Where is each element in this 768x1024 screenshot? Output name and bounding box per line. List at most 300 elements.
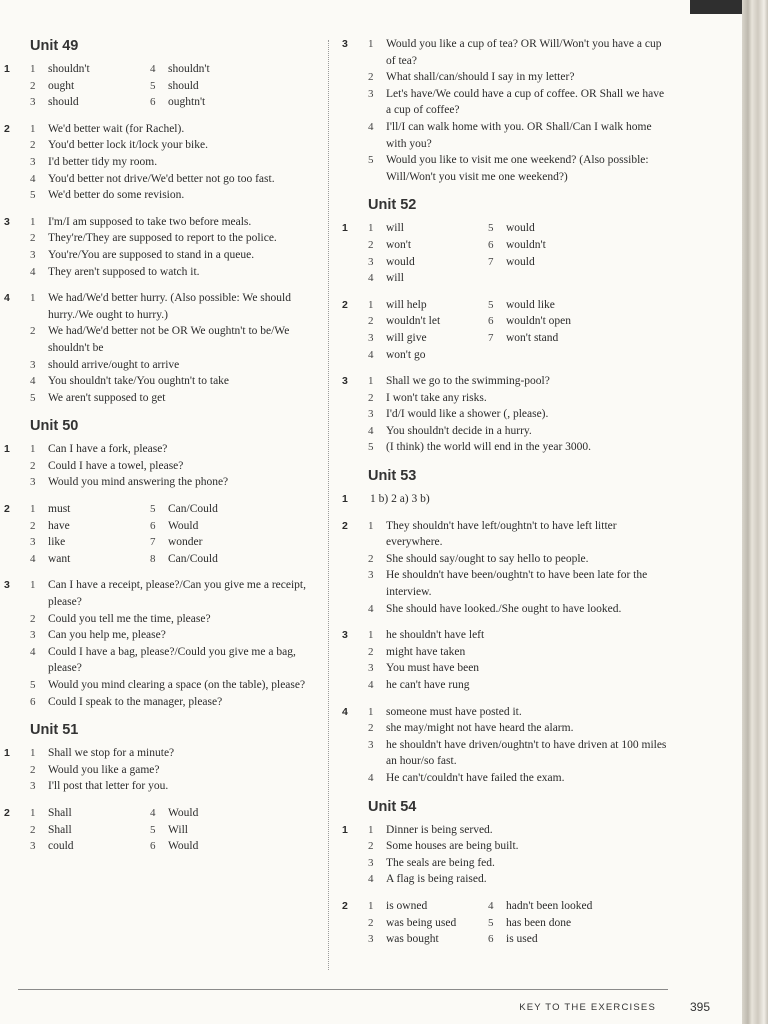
answer-text: Could I have a bag, please?/Could you give me a bag, please? xyxy=(48,645,296,675)
answer-number: 5 xyxy=(30,679,36,691)
exercise-number: 1 xyxy=(4,63,10,75)
page-edge xyxy=(742,0,768,1024)
answer-item xyxy=(2,214,320,231)
answer-list xyxy=(340,373,670,456)
answer-item xyxy=(2,611,320,628)
footer-label: KEY TO THE EXERCISES xyxy=(519,1002,656,1013)
right-column xyxy=(340,36,670,958)
answer-item xyxy=(150,805,320,822)
answer-text: The seals are being fed. xyxy=(386,856,495,869)
answer-number: 3 xyxy=(30,248,36,261)
answer-text: should xyxy=(48,96,79,109)
answer-text: Can I have a receipt, please?/Can you give me a receipt, please? xyxy=(48,579,306,609)
answer-text: might have taken xyxy=(386,645,466,658)
answer-number: 2 xyxy=(368,391,374,404)
answer-text: would xyxy=(386,255,415,268)
answer-text: I'm/I am supposed to take two before meals. xyxy=(48,215,252,228)
answer-number: 5 xyxy=(150,823,156,836)
exercise-block xyxy=(2,577,320,710)
answer-list xyxy=(340,898,670,948)
answer-text: I'll/I can walk home with you. OR Shall/Can I walk home with you? xyxy=(386,120,652,150)
answer-text: shouldn't xyxy=(48,63,90,75)
answer-text: I'll post that letter for you. xyxy=(48,780,169,793)
answer-item xyxy=(2,61,150,78)
answer-number: 4 xyxy=(30,645,36,658)
answer-text: We'd better do some revision. xyxy=(48,189,185,202)
answer-item xyxy=(2,694,320,711)
unit-title: Unit 52 xyxy=(368,197,417,214)
answer-text: want xyxy=(48,552,71,565)
answer-list xyxy=(2,121,320,204)
answer-number: 6 xyxy=(150,96,156,109)
unit-title: Unit 51 xyxy=(30,722,79,739)
answer-list xyxy=(340,36,670,185)
answer-text: he can't have rung xyxy=(386,679,470,691)
footer-rule xyxy=(18,989,668,990)
answer-item xyxy=(150,78,320,95)
answer-text: Would xyxy=(168,519,199,532)
answer-item xyxy=(340,406,670,423)
answer-number: 3 xyxy=(30,358,36,371)
answer-text: should arrive/ought to arrive xyxy=(48,358,180,371)
answer-number: 1 xyxy=(30,122,36,135)
exercise-number: 3 xyxy=(342,629,348,642)
answer-list xyxy=(340,627,670,693)
answer-number: 4 xyxy=(368,602,374,615)
answer-number: 4 xyxy=(368,679,374,691)
answer-list xyxy=(340,518,670,618)
exercise-block xyxy=(2,745,320,795)
answer-text: was being used xyxy=(386,916,457,929)
exercise-block xyxy=(340,627,670,693)
answer-item xyxy=(340,567,670,600)
answer-text: will help xyxy=(386,298,427,311)
answer-text: You must have been xyxy=(386,662,480,675)
answer-text: was bought xyxy=(386,933,439,946)
answer-number: 4 xyxy=(30,552,36,565)
answer-text: Would you like a game? xyxy=(48,763,160,776)
exercise-block xyxy=(2,290,320,406)
answer-number: 4 xyxy=(368,272,374,285)
answer-item xyxy=(340,720,670,737)
answer-text: Would xyxy=(168,806,199,819)
answer-item xyxy=(150,551,320,568)
answer-item xyxy=(2,390,320,407)
answer-list xyxy=(2,577,320,710)
answer-number: 2 xyxy=(30,612,36,625)
answer-text: You're/You are supposed to stand in a queue. xyxy=(48,248,255,261)
exercise-block xyxy=(2,501,320,567)
answer-number: 3 xyxy=(368,569,374,582)
exercise-block xyxy=(340,518,670,618)
answer-number: 4 xyxy=(368,424,374,437)
answer-text: oughtn't xyxy=(168,96,206,109)
scan-shadow xyxy=(690,0,742,14)
answer-text: he shouldn't have left xyxy=(386,629,485,642)
answer-list xyxy=(2,290,320,406)
answer-item xyxy=(340,347,488,364)
answer-text: You'd better lock it/lock your bike. xyxy=(48,139,208,152)
answer-text: wonder xyxy=(168,536,203,549)
answer-item xyxy=(2,644,320,677)
answer-number: 1 xyxy=(30,443,36,456)
answer-item xyxy=(488,220,670,237)
answer-item xyxy=(2,577,320,610)
answer-list xyxy=(340,220,670,286)
answer-text: like xyxy=(48,536,66,549)
answer-text: (I think) the world will end in the year 3000. xyxy=(386,441,592,454)
answer-number: 8 xyxy=(150,552,156,565)
answer-number: 3 xyxy=(30,96,36,109)
exercise-number: 1 xyxy=(342,823,348,836)
answer-number: 4 xyxy=(150,63,156,75)
answer-list xyxy=(340,297,670,363)
answer-text: could xyxy=(48,840,74,853)
answer-item xyxy=(150,94,320,111)
answer-number: 1 xyxy=(30,503,36,516)
answer-item xyxy=(2,501,150,518)
answer-item xyxy=(340,770,670,787)
answer-text: I'd better tidy my room. xyxy=(48,155,158,168)
answer-item xyxy=(340,270,488,287)
inline-answers: 1 b) 2 a) 3 b) xyxy=(370,493,430,506)
exercise-number: 1 xyxy=(342,222,348,235)
answer-number: 5 xyxy=(368,154,374,167)
answer-item xyxy=(2,264,320,281)
answer-number: 1 xyxy=(368,222,374,235)
answer-item xyxy=(340,330,488,347)
answer-item xyxy=(2,441,320,458)
answer-item xyxy=(2,805,150,822)
answer-text: Would you like to visit me one weekend? (Also possible: Will/Won't you visit me one weekend?) xyxy=(386,154,649,183)
answer-item xyxy=(340,931,488,948)
exercise-number: 2 xyxy=(342,298,348,311)
answer-number: 2 xyxy=(368,315,374,328)
answer-item xyxy=(340,439,670,456)
answer-number: 6 xyxy=(488,238,494,251)
answer-item xyxy=(2,677,320,694)
answer-number: 3 xyxy=(368,408,374,421)
answer-item xyxy=(2,534,150,551)
answer-number: 2 xyxy=(368,71,374,84)
answer-item xyxy=(150,534,320,551)
answer-text: We aren't supposed to get xyxy=(48,391,166,404)
answer-text: will xyxy=(386,272,404,285)
answer-text: would xyxy=(506,222,535,235)
answer-item xyxy=(2,187,320,204)
answer-number: 4 xyxy=(488,899,494,912)
answer-number: 3 xyxy=(368,662,374,675)
answer-number: 1 xyxy=(30,215,36,228)
answer-number: 5 xyxy=(30,391,36,404)
answer-text: will give xyxy=(386,331,427,344)
answer-item xyxy=(2,745,320,762)
answer-text: is used xyxy=(506,933,538,946)
answer-text: We'd better wait (for Rachel). xyxy=(48,122,185,135)
answer-list xyxy=(2,214,320,280)
unit-title: Unit 50 xyxy=(30,418,79,435)
answer-number: 1 xyxy=(368,38,374,50)
exercise-number: 2 xyxy=(4,122,10,135)
answer-text: They aren't supposed to watch it. xyxy=(48,265,200,278)
answer-item xyxy=(340,423,670,440)
answer-item xyxy=(150,518,320,535)
answer-item xyxy=(2,458,320,475)
answer-item xyxy=(2,247,320,264)
answer-text: Will xyxy=(168,823,188,836)
unit-title: Unit 54 xyxy=(368,798,417,815)
answer-number: 3 xyxy=(368,738,374,751)
exercise-number: 1 xyxy=(342,493,348,506)
answer-number: 4 xyxy=(368,348,374,361)
answer-text: is owned xyxy=(386,899,428,912)
answer-number: 5 xyxy=(488,298,494,311)
answer-text: won't go xyxy=(386,348,426,361)
answer-number: 3 xyxy=(30,155,36,168)
answer-number: 7 xyxy=(488,255,494,268)
exercise-number: 2 xyxy=(4,503,10,516)
answer-item xyxy=(2,627,320,644)
left-column xyxy=(2,36,320,865)
answer-number: 3 xyxy=(30,476,36,489)
exercise-block xyxy=(340,373,670,456)
answer-text: We had/We'd better hurry. (Also possible: We should hurry./We ought to hurry.) xyxy=(48,292,291,321)
answer-item xyxy=(340,627,670,644)
answer-number: 3 xyxy=(368,255,374,268)
answer-text: Let's have/We could have a cup of coffee. OR Shall we have a cup of coffee? xyxy=(386,87,665,117)
answer-number: 1 xyxy=(30,806,36,819)
answer-item xyxy=(340,220,488,237)
answer-text: They shouldn't have left/oughtn't to have left litter everywhere. xyxy=(386,519,617,549)
answer-text: have xyxy=(48,519,70,532)
answer-item xyxy=(340,551,670,568)
answer-text: Would you mind answering the phone? xyxy=(48,476,229,489)
answer-text: she may/might not have heard the alarm. xyxy=(386,722,574,735)
answer-item xyxy=(340,86,670,119)
answer-item xyxy=(2,323,320,356)
exercise-block xyxy=(340,220,670,286)
answer-text: someone must have posted it. xyxy=(386,705,522,718)
answer-item xyxy=(340,838,670,855)
answer-number: 1 xyxy=(30,292,36,305)
answer-item xyxy=(340,898,488,915)
answer-text: Dinner is being served. xyxy=(386,823,493,836)
answer-number: 3 xyxy=(30,780,36,793)
exercise-block xyxy=(340,898,670,948)
unit-title: Unit 53 xyxy=(368,468,417,485)
answer-number: 3 xyxy=(30,536,36,549)
exercise-number: 2 xyxy=(342,519,348,532)
answer-number: 4 xyxy=(150,806,156,819)
answer-text: hadn't been looked xyxy=(506,899,593,912)
answer-text: Can/Could xyxy=(168,503,218,516)
answer-text: You'd better not drive/We'd better not go too fast. xyxy=(48,172,275,185)
answer-text: Could I speak to the manager, please? xyxy=(48,695,223,708)
answer-number: 2 xyxy=(368,916,374,929)
exercise-number: 2 xyxy=(4,806,10,819)
answer-number: 2 xyxy=(30,459,36,472)
answer-number: 2 xyxy=(368,238,374,251)
answer-item xyxy=(340,237,488,254)
answer-number: 1 xyxy=(368,298,374,311)
answer-number: 4 xyxy=(30,265,36,278)
answer-item xyxy=(2,94,150,111)
answer-number: 2 xyxy=(30,79,36,92)
answer-item xyxy=(340,69,670,86)
exercise-block xyxy=(340,704,670,787)
answer-number: 3 xyxy=(368,331,374,344)
exercise-block xyxy=(340,822,670,888)
answer-item xyxy=(2,778,320,795)
answer-text: I'd/I would like a shower (, please). xyxy=(386,408,549,421)
answer-item xyxy=(2,822,150,839)
answer-number: 1 xyxy=(368,899,374,912)
answer-number: 3 xyxy=(368,933,374,946)
answer-number: 1 xyxy=(368,629,374,642)
answer-number: 1 xyxy=(368,705,374,718)
exercise-number: 4 xyxy=(4,292,10,305)
answer-number: 3 xyxy=(368,856,374,869)
answer-text: Shall we go to the swimming-pool? xyxy=(386,375,550,388)
answer-text: A flag is being raised. xyxy=(386,873,487,886)
answer-item xyxy=(340,254,488,271)
answer-text: would xyxy=(506,255,535,268)
answer-number: 5 xyxy=(150,503,156,516)
answer-number: 2 xyxy=(30,325,36,338)
answer-item xyxy=(340,373,670,390)
answer-item xyxy=(340,119,670,152)
answer-text: he shouldn't have driven/oughtn't to have driven at 100 miles an hour/so fast. xyxy=(386,738,667,768)
answer-list xyxy=(2,805,320,855)
answer-text: Can I have a fork, please? xyxy=(48,443,168,456)
answer-item xyxy=(340,297,488,314)
answer-number: 3 xyxy=(30,629,36,642)
answer-number: 4 xyxy=(30,172,36,185)
answer-number: 3 xyxy=(368,87,374,100)
answer-item xyxy=(2,838,150,855)
answer-number: 5 xyxy=(488,222,494,235)
answer-text: Could you tell me the time, please? xyxy=(48,612,211,625)
answer-number: 6 xyxy=(150,840,156,853)
answer-item xyxy=(2,290,320,323)
exercise-number: 4 xyxy=(342,705,348,718)
exercise-block xyxy=(2,61,320,111)
answer-text: They're/They are supposed to report to the police. xyxy=(48,232,277,245)
answer-text: will xyxy=(386,222,404,235)
page-number: 395 xyxy=(690,1000,711,1014)
answer-text: Could I have a towel, please? xyxy=(48,459,184,472)
answer-number: 2 xyxy=(30,823,36,836)
answer-item xyxy=(2,154,320,171)
answer-number: 4 xyxy=(368,120,374,133)
answer-item xyxy=(488,297,670,314)
answer-text: wouldn't open xyxy=(506,315,571,328)
answer-text: You shouldn't take/You oughtn't to take xyxy=(48,375,230,388)
answer-text: must xyxy=(48,503,71,516)
answer-number: 7 xyxy=(150,536,156,549)
answer-text: She should have looked./She ought to have looked. xyxy=(386,602,622,615)
answer-text: She should say/ought to say hello to people. xyxy=(386,552,589,565)
answer-item xyxy=(2,230,320,247)
answer-text: Would you like a cup of tea? OR Will/Won't you have a cup of tea? xyxy=(386,38,662,67)
answer-item xyxy=(340,704,670,721)
answer-list xyxy=(340,822,670,888)
answer-text: Would xyxy=(168,840,199,853)
exercise-number: 1 xyxy=(4,747,10,760)
exercise-number: 3 xyxy=(342,375,348,388)
answer-item xyxy=(340,390,670,407)
answer-item xyxy=(340,915,488,932)
answer-item xyxy=(488,347,670,364)
answer-item xyxy=(340,601,670,618)
answer-text: shouldn't xyxy=(168,63,210,75)
answer-text: He can't/couldn't have failed the exam. xyxy=(386,771,565,784)
exercise-block xyxy=(2,805,320,855)
answer-item xyxy=(340,737,670,770)
answer-number: 5 xyxy=(368,441,374,454)
answer-list xyxy=(2,61,320,111)
answer-text: wouldn't let xyxy=(386,315,441,328)
answer-number: 5 xyxy=(488,916,494,929)
answer-number: 1 xyxy=(30,747,36,760)
answer-text: won't stand xyxy=(506,331,559,344)
answer-number: 7 xyxy=(488,331,494,344)
answer-list xyxy=(2,441,320,491)
answer-number: 4 xyxy=(368,771,374,784)
answer-number: 1 xyxy=(368,519,374,532)
exercise-number: 3 xyxy=(342,38,348,50)
answer-item xyxy=(2,171,320,188)
answer-number: 5 xyxy=(30,189,36,202)
answer-item xyxy=(150,501,320,518)
answer-list xyxy=(2,501,320,567)
answer-item xyxy=(488,915,670,932)
exercise-block xyxy=(340,491,670,508)
answer-number: 6 xyxy=(488,315,494,328)
answer-item xyxy=(488,898,670,915)
answer-item xyxy=(150,822,320,839)
answer-item xyxy=(488,270,670,287)
answer-text: won't xyxy=(386,238,412,251)
answer-number: 3 xyxy=(30,840,36,853)
answer-text: Would you mind clearing a space (on the table), please? xyxy=(48,679,306,691)
answer-item xyxy=(2,551,150,568)
exercise-block xyxy=(340,297,670,363)
answer-item xyxy=(488,313,670,330)
answer-item xyxy=(488,254,670,271)
column-divider xyxy=(328,40,329,970)
answer-number: 6 xyxy=(150,519,156,532)
answer-text: Shall xyxy=(48,806,72,819)
exercise-block xyxy=(2,214,320,280)
answer-number: 1 xyxy=(30,63,36,75)
answer-item xyxy=(340,518,670,551)
exercise-number: 3 xyxy=(4,579,10,592)
answer-text: ought xyxy=(48,79,75,92)
answer-number: 1 xyxy=(368,375,374,388)
answer-item xyxy=(150,838,320,855)
answer-item xyxy=(340,36,670,69)
answer-item xyxy=(2,474,320,491)
answer-number: 5 xyxy=(150,79,156,92)
answer-number: 1 xyxy=(368,823,374,836)
answer-text: Some houses are being built. xyxy=(386,840,519,853)
answer-number: 2 xyxy=(368,840,374,853)
answer-item xyxy=(488,330,670,347)
answer-item xyxy=(488,931,670,948)
exercise-number: 1 xyxy=(4,443,10,456)
answer-text: has been done xyxy=(506,916,572,929)
